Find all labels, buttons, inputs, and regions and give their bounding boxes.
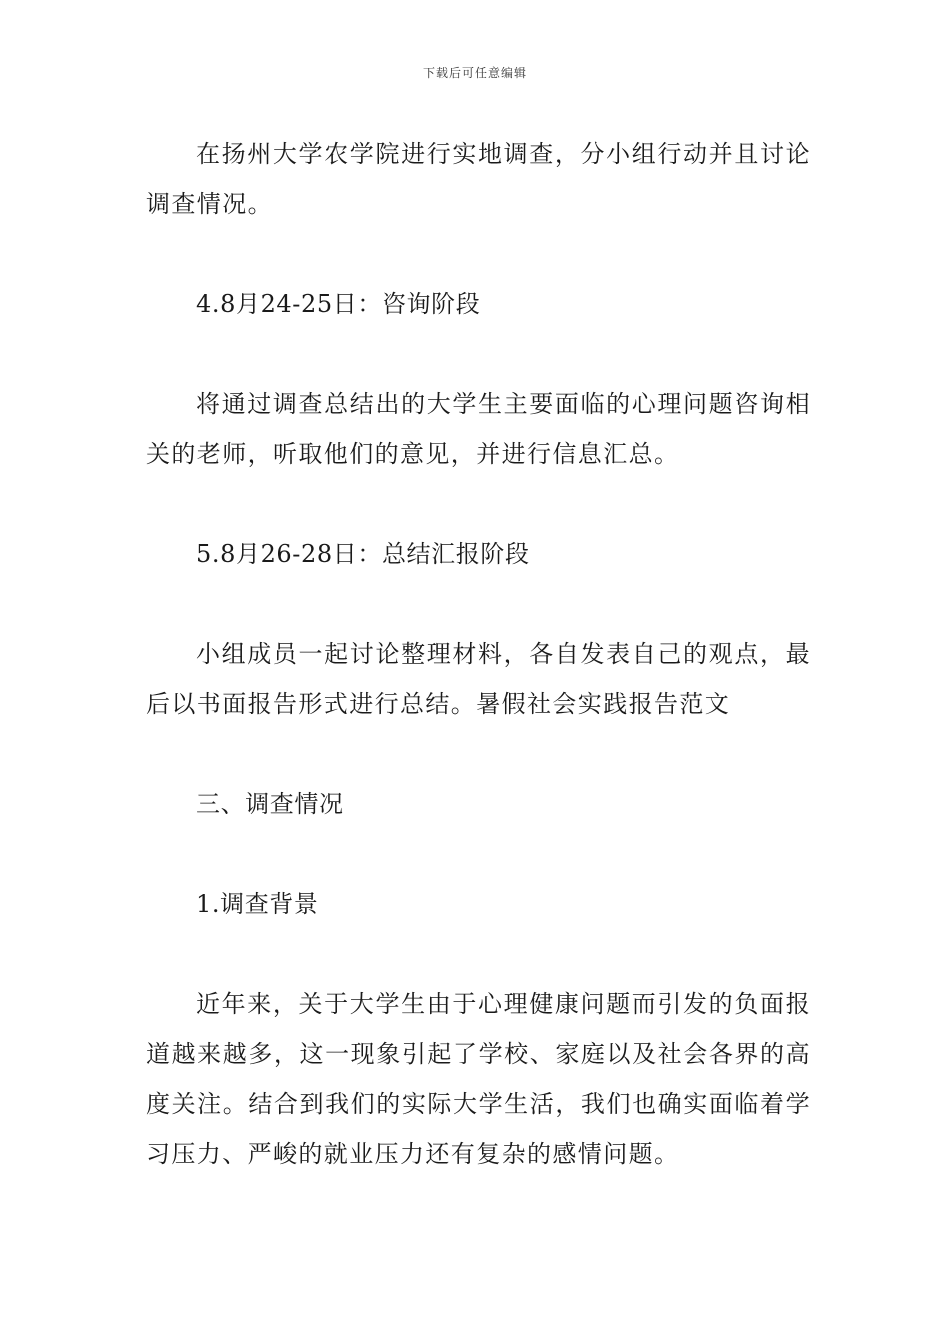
paragraph-consultation: 将通过调查总结出的大学生主要面临的心理问题咨询相关的老师，听取他们的意见，并进行信息汇总。: [146, 390, 811, 468]
paragraph-summary: 小组成员一起讨论整理材料，各自发表自己的观点，最后以书面报告形式进行总结。暑假社会实践报告范文: [146, 640, 811, 718]
heading-summary-stage: 5.8月26-28日：总结汇报阶段: [196, 540, 530, 568]
paragraph-field-survey: 在扬州大学农学院进行实地调查，分小组行动并且讨论调查情况。: [146, 140, 811, 218]
paragraph-background: 近年来，关于大学生由于心理健康问题而引发的负面报道越来越多，这一现象引起了学校、家庭以及社会各界的高度关注。结合到我们的实际大学生活，我们也确实面临着学习压力、严峻的就业压力还有复杂的感情问题。: [146, 990, 811, 1168]
heading-consultation-stage: 4.8月24-25日：咨询阶段: [196, 290, 481, 318]
document-body: [146, 129, 811, 1229]
page-header: 下载后可任意编辑: [422, 66, 527, 80]
subsection-heading-survey-background: 1.调查背景: [196, 890, 319, 918]
section-heading-survey-situation: 三、调查情况: [196, 790, 344, 818]
